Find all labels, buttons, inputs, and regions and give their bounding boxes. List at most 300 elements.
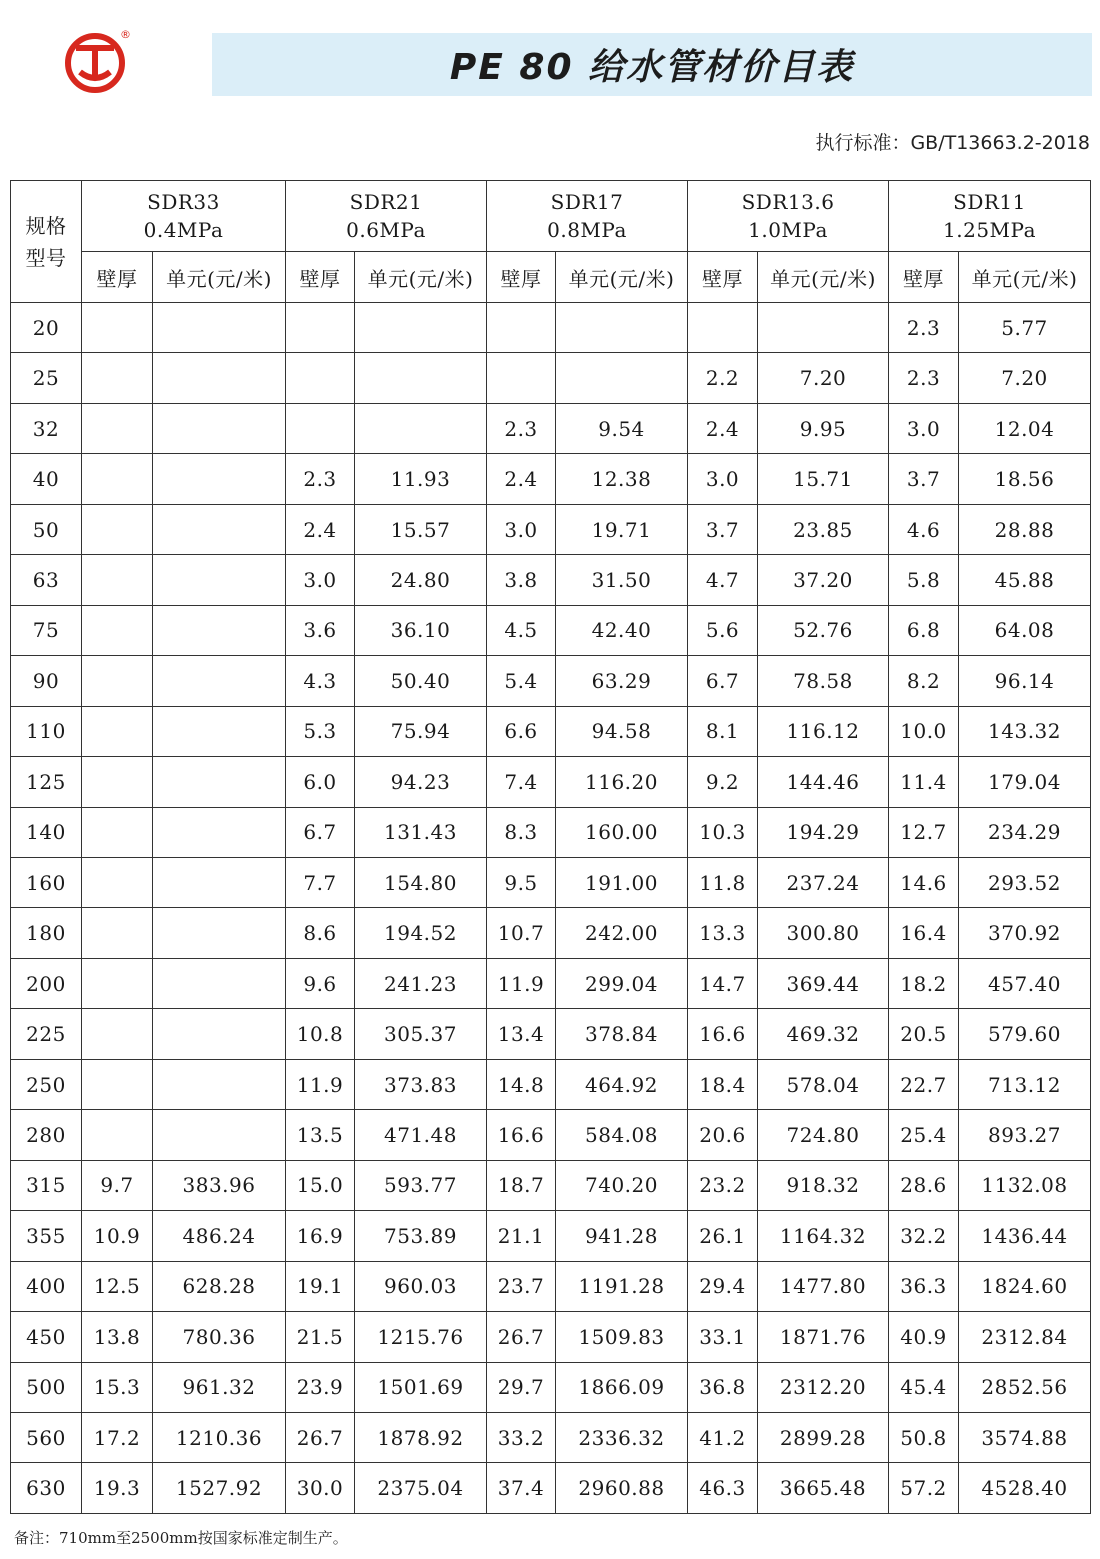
thickness-cell: 6.8: [889, 605, 959, 655]
price-cell: 464.92: [556, 1059, 688, 1109]
price-cell: 19.71: [556, 504, 688, 554]
thickness-cell: 2.3: [889, 303, 959, 353]
thickness-cell: [82, 1059, 153, 1109]
table-row: [11, 857, 1091, 907]
thickness-cell: 2.4: [286, 504, 355, 554]
thickness-cell: 13.8: [82, 1312, 153, 1362]
price-cell: 486.24: [153, 1211, 286, 1261]
thickness-cell: 33.1: [688, 1312, 758, 1362]
series-sdr: SDR13.6: [741, 190, 835, 214]
page-title: PE 80 给水管材价目表: [449, 47, 855, 88]
price-cell: 961.32: [153, 1362, 286, 1412]
thickness-cell: 3.7: [688, 504, 758, 554]
thickness-cell: 21.1: [487, 1211, 556, 1261]
table-row: [11, 1362, 1091, 1412]
price-cell: 1436.44: [959, 1211, 1091, 1261]
price-cell: 293.52: [959, 857, 1091, 907]
price-header: 单元(元/米): [355, 252, 487, 303]
thickness-cell: 16.9: [286, 1211, 355, 1261]
price-cell: [153, 908, 286, 958]
thickness-cell: 23.7: [487, 1261, 556, 1311]
table-row: [11, 706, 1091, 756]
thickness-cell: [82, 403, 153, 453]
thickness-cell: 30.0: [286, 1463, 355, 1514]
table-row: [11, 1059, 1091, 1109]
thickness-header: 壁厚: [286, 252, 355, 303]
thickness-cell: 17.2: [82, 1412, 153, 1462]
table-row: [11, 908, 1091, 958]
thickness-cell: 12.7: [889, 807, 959, 857]
thickness-cell: 10.8: [286, 1009, 355, 1059]
thickness-cell: 16.6: [487, 1110, 556, 1160]
thickness-header: 壁厚: [82, 252, 153, 303]
table-row: [11, 454, 1091, 504]
price-cell: [758, 303, 889, 353]
table-row: [11, 1110, 1091, 1160]
spec-cell: 75: [11, 605, 82, 655]
table-row: [11, 403, 1091, 453]
series-header: [286, 181, 487, 252]
thickness-cell: [286, 353, 355, 403]
price-cell: 373.83: [355, 1059, 487, 1109]
price-header: 单元(元/米): [556, 252, 688, 303]
thickness-cell: 18.2: [889, 958, 959, 1008]
thickness-cell: 3.6: [286, 605, 355, 655]
price-cell: 5.77: [959, 303, 1091, 353]
price-cell: 63.29: [556, 656, 688, 706]
price-cell: [153, 454, 286, 504]
thickness-cell: 36.8: [688, 1362, 758, 1412]
thickness-cell: 8.3: [487, 807, 556, 857]
thickness-cell: 14.6: [889, 857, 959, 907]
price-cell: [355, 403, 487, 453]
price-cell: 1210.36: [153, 1412, 286, 1462]
price-cell: 893.27: [959, 1110, 1091, 1160]
price-cell: 11.93: [355, 454, 487, 504]
spec-cell: 125: [11, 757, 82, 807]
price-cell: 2899.28: [758, 1412, 889, 1462]
thickness-cell: [82, 504, 153, 554]
thickness-cell: 5.4: [487, 656, 556, 706]
thickness-cell: [82, 656, 153, 706]
thickness-cell: 3.0: [889, 403, 959, 453]
thickness-cell: 11.4: [889, 757, 959, 807]
price-cell: 194.52: [355, 908, 487, 958]
table-row: [11, 353, 1091, 403]
spec-cell: 400: [11, 1261, 82, 1311]
thickness-cell: 9.7: [82, 1160, 153, 1210]
table-row: [11, 1160, 1091, 1210]
spec-cell: 250: [11, 1059, 82, 1109]
series-sdr: SDR17: [550, 190, 624, 214]
thickness-cell: [82, 353, 153, 403]
thickness-cell: 11.9: [286, 1059, 355, 1109]
price-cell: [556, 303, 688, 353]
price-cell: 713.12: [959, 1059, 1091, 1109]
price-cell: 1477.80: [758, 1261, 889, 1311]
price-cell: 45.88: [959, 555, 1091, 605]
price-cell: 242.00: [556, 908, 688, 958]
price-cell: 2375.04: [355, 1463, 487, 1514]
thickness-cell: 11.8: [688, 857, 758, 907]
thickness-cell: 29.4: [688, 1261, 758, 1311]
table-row: [11, 555, 1091, 605]
price-cell: 7.20: [758, 353, 889, 403]
series-sdr: SDR33: [147, 190, 220, 214]
spec-cell: 200: [11, 958, 82, 1008]
price-cell: 234.29: [959, 807, 1091, 857]
thickness-cell: 3.8: [487, 555, 556, 605]
thickness-cell: 10.9: [82, 1211, 153, 1261]
price-cell: 1824.60: [959, 1261, 1091, 1311]
price-cell: 1509.83: [556, 1312, 688, 1362]
table-row: [11, 504, 1091, 554]
spec-cell: 355: [11, 1211, 82, 1261]
price-cell: 628.28: [153, 1261, 286, 1311]
table-row: [11, 1312, 1091, 1362]
table-row: [11, 1261, 1091, 1311]
thickness-cell: 29.7: [487, 1362, 556, 1412]
thickness-cell: 8.2: [889, 656, 959, 706]
thickness-cell: [82, 908, 153, 958]
spec-cell: 450: [11, 1312, 82, 1362]
thickness-cell: [82, 958, 153, 1008]
thickness-cell: 26.7: [487, 1312, 556, 1362]
thickness-cell: 5.6: [688, 605, 758, 655]
price-cell: 94.58: [556, 706, 688, 756]
price-cell: 471.48: [355, 1110, 487, 1160]
series-pressure: 0.6MPa: [346, 218, 426, 242]
thickness-cell: 8.6: [286, 908, 355, 958]
footnote: 备注：710mm至2500mm按国家标准定制生产。: [14, 1529, 348, 1547]
price-cell: 960.03: [355, 1261, 487, 1311]
thickness-cell: 36.3: [889, 1261, 959, 1311]
thickness-cell: 13.3: [688, 908, 758, 958]
price-cell: 457.40: [959, 958, 1091, 1008]
price-cell: [153, 504, 286, 554]
price-cell: 154.80: [355, 857, 487, 907]
table-body: [11, 303, 1091, 1514]
thickness-cell: 7.7: [286, 857, 355, 907]
price-cell: 36.10: [355, 605, 487, 655]
price-cell: 740.20: [556, 1160, 688, 1210]
table-row: [11, 303, 1091, 353]
spec-cell: 63: [11, 555, 82, 605]
thickness-cell: 3.0: [286, 555, 355, 605]
thickness-cell: 13.5: [286, 1110, 355, 1160]
table-row: [11, 605, 1091, 655]
price-cell: [355, 353, 487, 403]
thickness-cell: 7.4: [487, 757, 556, 807]
price-cell: [153, 555, 286, 605]
thickness-cell: [82, 454, 153, 504]
price-cell: 1527.92: [153, 1463, 286, 1514]
price-cell: 31.50: [556, 555, 688, 605]
table-row: [11, 656, 1091, 706]
thickness-cell: [82, 807, 153, 857]
table-row: [11, 958, 1091, 1008]
thickness-cell: 57.2: [889, 1463, 959, 1514]
thickness-header: 壁厚: [688, 252, 758, 303]
spec-cell: 90: [11, 656, 82, 706]
series-pressure: 0.4MPa: [143, 218, 224, 242]
thickness-cell: 4.5: [487, 605, 556, 655]
spec-cell: 315: [11, 1160, 82, 1210]
price-cell: 237.24: [758, 857, 889, 907]
price-cell: 369.44: [758, 958, 889, 1008]
price-cell: 593.77: [355, 1160, 487, 1210]
spec-cell: 32: [11, 403, 82, 453]
price-cell: 3574.88: [959, 1412, 1091, 1462]
thickness-cell: 16.6: [688, 1009, 758, 1059]
thickness-cell: 25.4: [889, 1110, 959, 1160]
price-cell: [153, 807, 286, 857]
thickness-cell: [286, 303, 355, 353]
thickness-cell: 15.3: [82, 1362, 153, 1412]
price-cell: 191.00: [556, 857, 688, 907]
thickness-cell: 14.7: [688, 958, 758, 1008]
price-cell: [153, 353, 286, 403]
thickness-cell: [82, 706, 153, 756]
price-cell: 116.12: [758, 706, 889, 756]
price-cell: 1501.69: [355, 1362, 487, 1412]
thickness-cell: [82, 857, 153, 907]
thickness-cell: 2.4: [688, 403, 758, 453]
thickness-cell: [82, 1110, 153, 1160]
spec-cell: 630: [11, 1463, 82, 1514]
price-cell: 2336.32: [556, 1412, 688, 1462]
series-header: [889, 181, 1091, 252]
price-cell: 724.80: [758, 1110, 889, 1160]
price-cell: [153, 857, 286, 907]
thickness-cell: 21.5: [286, 1312, 355, 1362]
table-row: [11, 1211, 1091, 1261]
price-cell: 96.14: [959, 656, 1091, 706]
thickness-cell: 4.7: [688, 555, 758, 605]
thickness-cell: 26.1: [688, 1211, 758, 1261]
thickness-cell: 20.6: [688, 1110, 758, 1160]
thickness-cell: 12.5: [82, 1261, 153, 1311]
price-cell: 7.20: [959, 353, 1091, 403]
price-cell: [153, 958, 286, 1008]
price-header: 单元(元/米): [758, 252, 889, 303]
spec-cell: 280: [11, 1110, 82, 1160]
thickness-cell: [688, 303, 758, 353]
price-cell: 2960.88: [556, 1463, 688, 1514]
price-cell: 4528.40: [959, 1463, 1091, 1514]
thickness-cell: 8.1: [688, 706, 758, 756]
thickness-cell: 23.2: [688, 1160, 758, 1210]
price-cell: 64.08: [959, 605, 1091, 655]
thickness-cell: 46.3: [688, 1463, 758, 1514]
thickness-cell: 15.0: [286, 1160, 355, 1210]
spec-cell: 160: [11, 857, 82, 907]
price-cell: 1191.28: [556, 1261, 688, 1311]
spec-cell: 40: [11, 454, 82, 504]
price-cell: 50.40: [355, 656, 487, 706]
price-cell: 23.85: [758, 504, 889, 554]
thickness-cell: [82, 757, 153, 807]
price-cell: 194.29: [758, 807, 889, 857]
thickness-cell: 6.0: [286, 757, 355, 807]
price-cell: [153, 757, 286, 807]
thickness-cell: 6.7: [688, 656, 758, 706]
thickness-cell: 11.9: [487, 958, 556, 1008]
thickness-cell: 16.4: [889, 908, 959, 958]
table-row: [11, 1463, 1091, 1514]
table-row: [11, 1412, 1091, 1462]
thickness-cell: 32.2: [889, 1211, 959, 1261]
price-cell: 753.89: [355, 1211, 487, 1261]
thickness-cell: 40.9: [889, 1312, 959, 1362]
thickness-cell: 33.2: [487, 1412, 556, 1462]
spec-header: [11, 181, 82, 303]
spec-cell: 20: [11, 303, 82, 353]
price-cell: 383.96: [153, 1160, 286, 1210]
price-cell: 160.00: [556, 807, 688, 857]
thickness-cell: 10.3: [688, 807, 758, 857]
logo-icon: [64, 28, 130, 94]
price-cell: 15.57: [355, 504, 487, 554]
company-logo: [64, 28, 130, 94]
table-row: [11, 807, 1091, 857]
price-cell: 300.80: [758, 908, 889, 958]
thickness-cell: 19.3: [82, 1463, 153, 1514]
thickness-cell: 6.7: [286, 807, 355, 857]
title-banner: [212, 33, 1092, 96]
price-cell: 143.32: [959, 706, 1091, 756]
thickness-cell: 28.6: [889, 1160, 959, 1210]
price-cell: [153, 1110, 286, 1160]
thickness-cell: 14.8: [487, 1059, 556, 1109]
series-pressure: 1.25MPa: [943, 218, 1037, 242]
spec-cell: 140: [11, 807, 82, 857]
price-cell: 9.95: [758, 403, 889, 453]
price-cell: 378.84: [556, 1009, 688, 1059]
price-cell: [153, 403, 286, 453]
thickness-cell: [487, 303, 556, 353]
thickness-cell: [82, 555, 153, 605]
thickness-cell: 3.0: [688, 454, 758, 504]
price-cell: 1132.08: [959, 1160, 1091, 1210]
price-cell: 24.80: [355, 555, 487, 605]
spec-cell: 560: [11, 1412, 82, 1462]
price-header: 单元(元/米): [153, 252, 286, 303]
spec-header-line2: 型号: [25, 245, 67, 270]
price-cell: 52.76: [758, 605, 889, 655]
thickness-cell: 3.7: [889, 454, 959, 504]
thickness-cell: 4.6: [889, 504, 959, 554]
spec-cell: 225: [11, 1009, 82, 1059]
price-cell: 370.92: [959, 908, 1091, 958]
price-cell: 2852.56: [959, 1362, 1091, 1412]
price-cell: 780.36: [153, 1312, 286, 1362]
price-cell: 144.46: [758, 757, 889, 807]
series-sdr: SDR11: [953, 190, 1026, 214]
price-cell: 469.32: [758, 1009, 889, 1059]
price-cell: 94.23: [355, 757, 487, 807]
price-cell: 12.04: [959, 403, 1091, 453]
spec-header-line1: 规格: [25, 213, 67, 238]
price-cell: 584.08: [556, 1110, 688, 1160]
price-cell: 18.56: [959, 454, 1091, 504]
thickness-cell: 2.4: [487, 454, 556, 504]
spec-cell: 110: [11, 706, 82, 756]
thickness-cell: 18.7: [487, 1160, 556, 1210]
thickness-cell: 22.7: [889, 1059, 959, 1109]
spec-cell: 50: [11, 504, 82, 554]
thickness-cell: [82, 1009, 153, 1059]
series-pressure: 0.8MPa: [547, 218, 627, 242]
price-cell: 3665.48: [758, 1463, 889, 1514]
thickness-cell: 13.4: [487, 1009, 556, 1059]
price-cell: 1215.76: [355, 1312, 487, 1362]
registered-mark: ®: [120, 28, 130, 41]
series-header: [487, 181, 688, 252]
thickness-cell: 3.0: [487, 504, 556, 554]
thickness-cell: [82, 303, 153, 353]
price-cell: 1866.09: [556, 1362, 688, 1412]
thickness-cell: 2.2: [688, 353, 758, 403]
price-table: [10, 180, 1091, 1514]
series-header: [688, 181, 889, 252]
thickness-cell: 9.2: [688, 757, 758, 807]
standard-reference: 执行标准：GB/T13663.2-2018: [815, 132, 1090, 154]
price-cell: [153, 605, 286, 655]
thickness-cell: 10.0: [889, 706, 959, 756]
thickness-cell: 20.5: [889, 1009, 959, 1059]
thickness-cell: 6.6: [487, 706, 556, 756]
price-cell: 941.28: [556, 1211, 688, 1261]
spec-cell: 180: [11, 908, 82, 958]
thickness-cell: 9.5: [487, 857, 556, 907]
series-pressure: 1.0MPa: [748, 218, 828, 242]
price-cell: 241.23: [355, 958, 487, 1008]
price-cell: 918.32: [758, 1160, 889, 1210]
spec-cell: 500: [11, 1362, 82, 1412]
thickness-cell: 26.7: [286, 1412, 355, 1462]
spec-cell: 25: [11, 353, 82, 403]
thickness-cell: 10.7: [487, 908, 556, 958]
price-cell: [153, 1059, 286, 1109]
table-row: [11, 757, 1091, 807]
price-cell: [355, 303, 487, 353]
thickness-header: 壁厚: [889, 252, 959, 303]
price-cell: [153, 656, 286, 706]
price-cell: 15.71: [758, 454, 889, 504]
series-header: [82, 181, 286, 252]
thickness-cell: 5.3: [286, 706, 355, 756]
price-cell: 116.20: [556, 757, 688, 807]
price-header: 单元(元/米): [959, 252, 1091, 303]
thickness-cell: 18.4: [688, 1059, 758, 1109]
thickness-cell: 23.9: [286, 1362, 355, 1412]
thickness-cell: 45.4: [889, 1362, 959, 1412]
thickness-cell: 2.3: [487, 403, 556, 453]
price-cell: 42.40: [556, 605, 688, 655]
thickness-cell: [487, 353, 556, 403]
price-cell: [153, 303, 286, 353]
thickness-cell: 2.3: [889, 353, 959, 403]
price-cell: 2312.20: [758, 1362, 889, 1412]
thickness-cell: 4.3: [286, 656, 355, 706]
thickness-cell: 50.8: [889, 1412, 959, 1462]
thickness-cell: 9.6: [286, 958, 355, 1008]
price-cell: 12.38: [556, 454, 688, 504]
table-row: [11, 1009, 1091, 1059]
price-cell: 1164.32: [758, 1211, 889, 1261]
thickness-header: 壁厚: [487, 252, 556, 303]
